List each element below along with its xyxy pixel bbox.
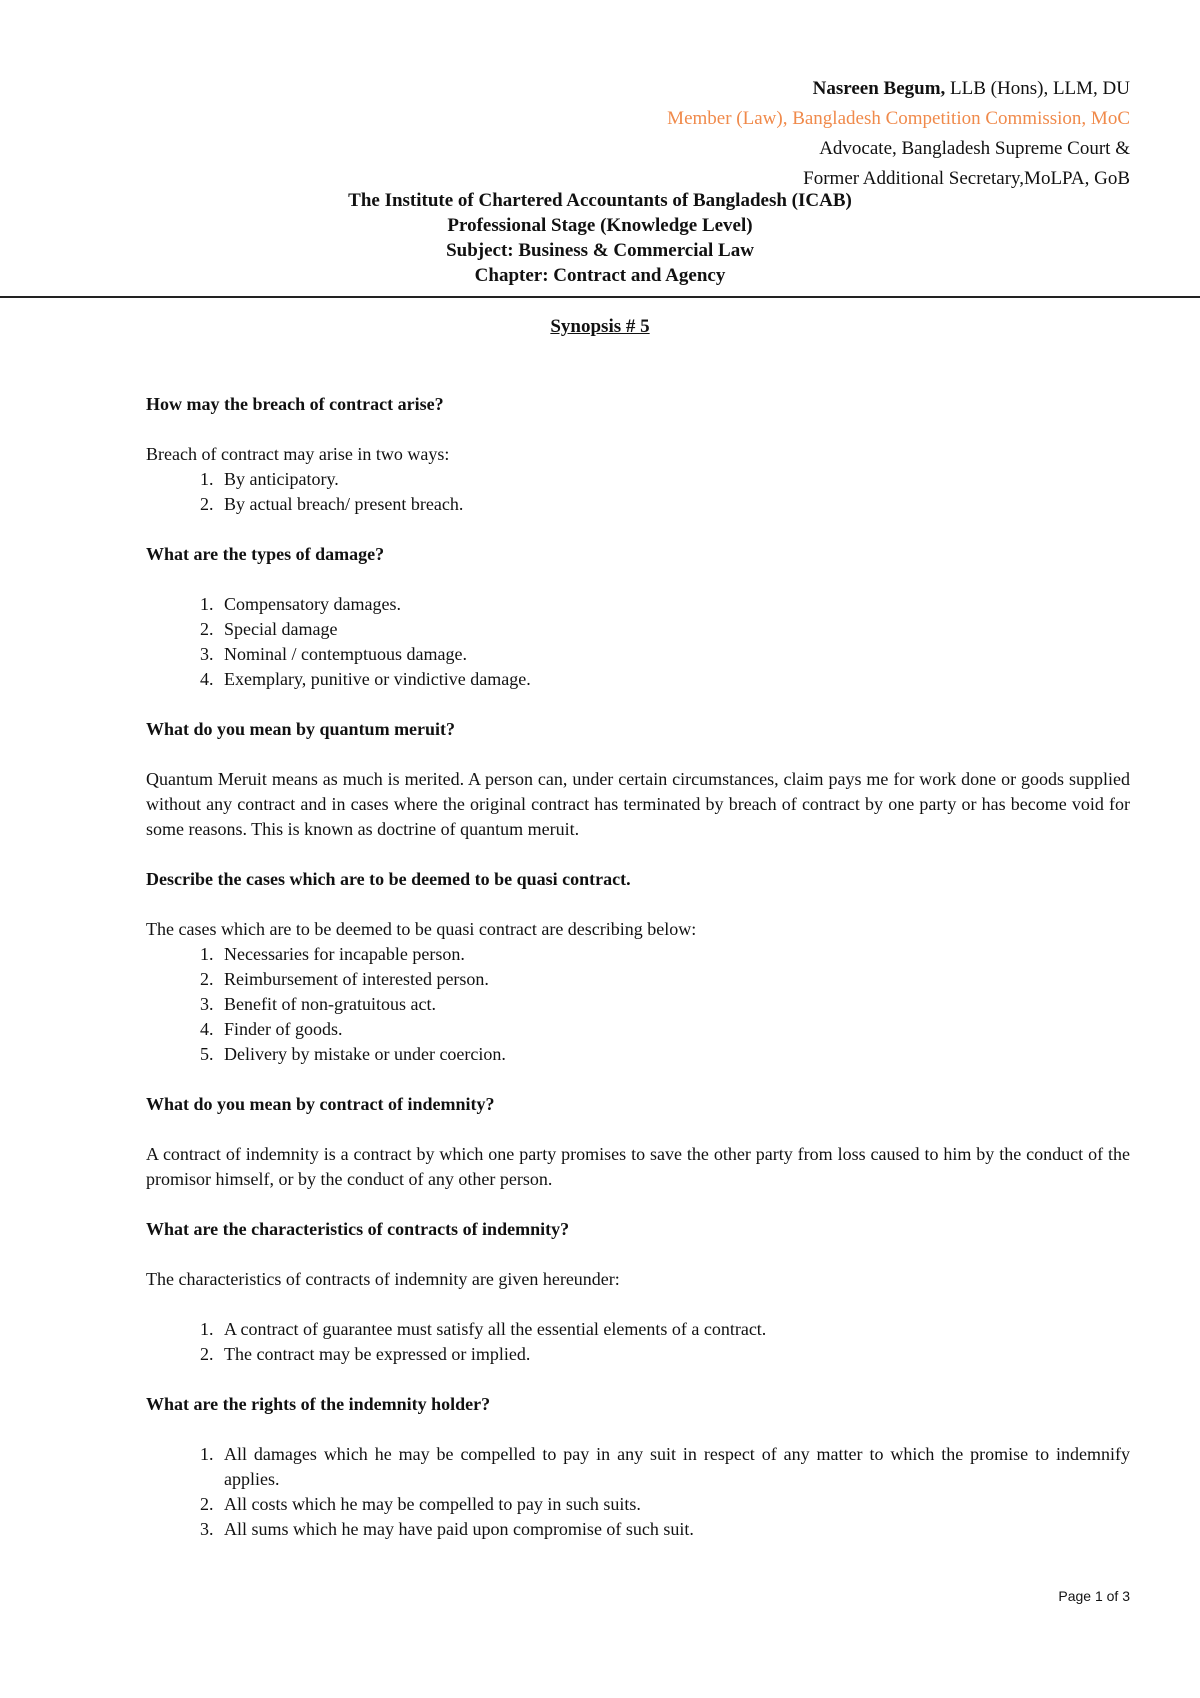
list-item: 3. All sums which he may have paid upon compromise of such suit. (218, 1517, 1130, 1542)
question-quasi-contract: Describe the cases which are to be deemed to be quasi contract. (146, 869, 631, 889)
list-item: 5. Delivery by mistake or under coercion. (218, 1042, 1130, 1067)
list-item: 1. Necessaries for incapable person. (218, 942, 1130, 967)
author-qualifications: LLB (Hons), LLM, DU (945, 78, 1130, 99)
author-advocate: Advocate, Bangladesh Supreme Court & (819, 138, 1130, 159)
author-former: Former Additional Secretary,MoLPA, GoB (803, 168, 1130, 189)
header-divider (0, 296, 1200, 298)
quantum-meruit-answer: Quantum Meruit means as much is merited. A person can, under certain circumstances, claim pays me for work done or goods supplied without any contract and in cases where the original contract has terminated by breach of contract by one party or has become void for some reasons. This is known as doctrine of quantum meruit. (146, 769, 1130, 839)
author-block (667, 74, 1130, 194)
rights-list (146, 1442, 1130, 1542)
breach-intro: Breach of contract may arise in two ways: (146, 444, 450, 464)
indemnity-answer: A contract of indemnity is a contract by which one party promises to save the other party from loss caused to him by the conduct of the promisor himself, or by the conduct of any other person. (146, 1144, 1130, 1189)
list-item: 1. By anticipatory. (218, 467, 1130, 492)
question-breach: How may the breach of contract arise? (146, 394, 444, 414)
synopsis-title: Synopsis # 5 (550, 316, 650, 337)
author-member: Member (Law), Bangladesh Competition Commission, MoC (667, 108, 1130, 129)
list-item: 1. All damages which he may be compelled to pay in any suit in respect of any matter to which the promise to indemnify applies. (218, 1442, 1130, 1492)
list-item: 1. Compensatory damages. (218, 592, 1130, 617)
list-item: 2. Special damage (218, 617, 1130, 642)
document-body (146, 392, 1130, 1542)
characteristics-list (146, 1317, 1130, 1367)
list-item: 1. A contract of guarantee must satisfy all the essential elements of a contract. (218, 1317, 1130, 1342)
characteristics-intro: The characteristics of contracts of indemnity are given hereunder: (146, 1269, 620, 1289)
question-indemnity: What do you mean by contract of indemnity? (146, 1094, 495, 1114)
question-quantum-meruit: What do you mean by quantum meruit? (146, 719, 456, 739)
author-name: Nasreen Begum, (812, 78, 946, 99)
author-name-line (667, 74, 1130, 104)
list-item: 2. The contract may be expressed or implied. (218, 1342, 1130, 1367)
chapter-title: Chapter: Contract and Agency (474, 265, 726, 286)
list-item: 2. All costs which he may be compelled to pay in such suits. (218, 1492, 1130, 1517)
list-item: 4. Exemplary, punitive or vindictive damage. (218, 667, 1130, 692)
breach-list (146, 467, 1130, 517)
question-damage: What are the types of damage? (146, 544, 385, 564)
list-item: 2. Reimbursement of interested person. (218, 967, 1130, 992)
list-item: 2. By actual breach/ present breach. (218, 492, 1130, 517)
quasi-list (146, 942, 1130, 1067)
page-number: Page 1 of 3 (1058, 1588, 1130, 1604)
list-item: 3. Nominal / contemptuous damage. (218, 642, 1130, 667)
stage-title: Professional Stage (Knowledge Level) (447, 215, 753, 236)
question-rights: What are the rights of the indemnity holder? (146, 1394, 491, 1414)
quasi-intro: The cases which are to be deemed to be quasi contract are describing below: (146, 919, 697, 939)
institute-heading (0, 188, 1200, 288)
question-characteristics: What are the characteristics of contracts of indemnity? (146, 1219, 570, 1239)
list-item: 3. Benefit of non-gratuitous act. (218, 992, 1130, 1017)
list-item: 4. Finder of goods. (218, 1017, 1130, 1042)
damage-list (146, 592, 1130, 692)
institute-name: The Institute of Chartered Accountants of Bangladesh (ICAB) (348, 190, 852, 211)
subject-title: Subject: Business & Commercial Law (446, 240, 754, 261)
